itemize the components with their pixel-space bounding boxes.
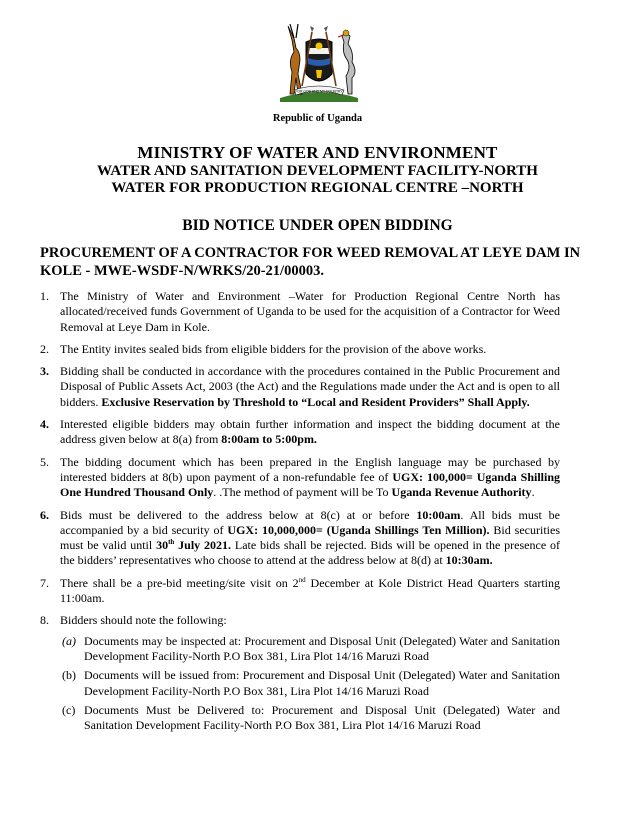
- validity-day: 30: [156, 538, 169, 553]
- clause-text: The Ministry of Water and Environment –Water for Production Regional Centre North has allocated/received funds Government of Uganda to be used for the acquisition of a Contractor for Weed Removal at Leye Dam in Kole.: [60, 289, 560, 334]
- clause-text: December at Kole District Head Quarters starting 11:00am.: [60, 575, 560, 606]
- clause-text: Bidding shall be conducted in accordance with the procedures contained in the Public Procurement and Disposal of Public Assets Act, 2003 (the Act) and the Regulations made under the Act and is open to all bidders.: [60, 364, 560, 409]
- opening-time: 10:30am.: [445, 553, 493, 568]
- clause-number: 4.: [40, 417, 49, 432]
- clause-text: Late bids shall be rejected. Bids will be opened in the presence of the bidders’ representatives who choose to attend at the address below at 8(d) at: [60, 538, 560, 568]
- validity-day-suffix: th: [168, 538, 175, 547]
- clause-text: The bidding document which has been prepared in the English language may be purchased by interested bidders at 8(b) upon payment of a non-refundable fee of: [60, 454, 560, 484]
- clause-number: 3.: [40, 364, 49, 379]
- republic-label: Republic of Uganda: [272, 113, 363, 124]
- clause-number: 6.: [40, 507, 49, 522]
- subclause-text: Documents will be issued from: Procurement and Disposal Unit (Delegated) Water and Sanitation Development Facility-North P.O Box 381, Lira Plot 14/16 Maruzi Road: [84, 668, 560, 698]
- clause-number: 7.: [40, 575, 49, 590]
- coat-of-arms-icon: [272, 16, 366, 106]
- clause-bold-text: Exclusive Reservation by Threshold to “Local and Resident Providers” Shall Apply.: [101, 394, 530, 409]
- payment-authority: Uganda Revenue Authority: [391, 485, 532, 500]
- clause-number: 2.: [40, 341, 49, 356]
- bid-clauses: [40, 289, 560, 737]
- clause-3: [40, 364, 560, 410]
- subclause-label: (b): [62, 668, 76, 683]
- clause-6: [40, 508, 560, 569]
- validity-month: July 2021.: [174, 538, 232, 553]
- subclause-label: (c): [62, 702, 76, 717]
- centre-title: WATER FOR PRODUCTION REGIONAL CENTRE –NORTH: [111, 180, 524, 196]
- facility-title: WATER AND SANITATION DEVELOPMENT FACILITY-NORTH: [97, 163, 538, 179]
- clause-text: Bid securities must be valid until: [60, 522, 560, 553]
- date-suffix: nd: [298, 575, 306, 584]
- bid-security: UGX: 10,000,000= (Uganda Shillings Ten Million).: [227, 522, 490, 537]
- deadline-time: 10:00am: [416, 507, 461, 522]
- ministry-title: MINISTRY OF WATER AND ENVIRONMENT: [137, 143, 498, 162]
- notice-title: BID NOTICE UNDER OPEN BIDDING: [182, 217, 453, 234]
- clause-text: The Entity invites sealed bids from eligible bidders for the provision of the above works.: [60, 341, 487, 356]
- clause-4: [40, 417, 560, 448]
- subclause-a: [40, 634, 560, 665]
- clause-text: Bidders should note the following:: [60, 613, 227, 628]
- document-fee: UGX: 100,000= Uganda Shilling One Hundred Thousand Only: [60, 469, 560, 500]
- clause-text: .: [531, 485, 535, 500]
- clause-text: Interested eligible bidders may obtain further information and inspect the bidding document at the address given below at 8(a) from: [60, 417, 560, 447]
- procurement-title: PROCUREMENT OF A CONTRACTOR FOR WEED REMOVAL AT LEYE DAM IN KOLE - MWE-WSDF-N/WRKS/20-21/00003.: [40, 245, 581, 279]
- bidding-hours: 8:00am to 5:00pm.: [221, 432, 317, 447]
- subclause-c: [40, 703, 560, 734]
- clause-8: [40, 613, 560, 628]
- clause-text: There shall be a pre-bid meeting/site visit on 2: [60, 575, 299, 590]
- clause-number: 5.: [40, 454, 49, 469]
- subclause-label: (a): [62, 633, 76, 648]
- clause-2: [40, 342, 560, 357]
- clause-5: [40, 455, 560, 501]
- clause-1: [40, 289, 560, 335]
- clause-text: Bids must be delivered to the address below at 8(c) at or before: [60, 507, 417, 522]
- subclause-text: Documents may be inspected at: Procurement and Disposal Unit (Delegated) Water and Sanitation Development Facility-North P.O Box 381, Lira Plot 14/16 Maruzi Road: [84, 633, 560, 663]
- subclause-b: [40, 668, 560, 699]
- subclause-text: Documents Must be Delivered to: Procurement and Disposal Unit (Delegated) Water and Sanitation Development Facility-North P.O Box 381, Lira Plot 14/16 Maruzi Road: [84, 702, 560, 733]
- clause-number: 8.: [40, 613, 49, 628]
- clause-text: . All bids must be accompanied by a bid security of: [60, 507, 560, 537]
- clause-text: . .The method of payment will be To: [213, 485, 392, 500]
- clause-number: 1.: [40, 289, 49, 303]
- emblem-motto: FOR GOD AND MY COUNTRY: [295, 89, 343, 94]
- clause-7: [40, 576, 560, 607]
